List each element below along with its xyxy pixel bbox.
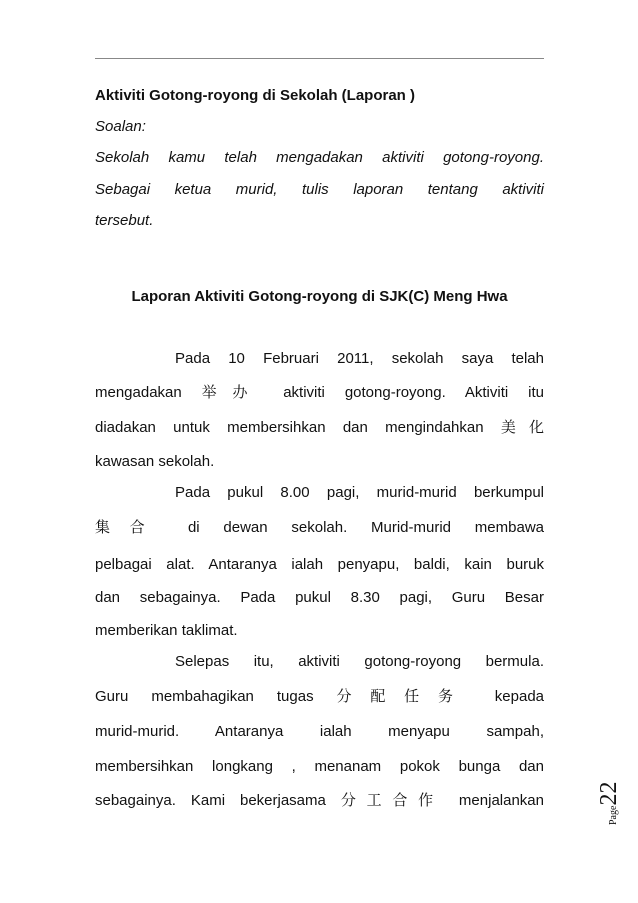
body-line: Pada pukul 8.00 pagi, murid-murid berkumpul bbox=[175, 484, 544, 501]
body-line: 集合 di dewan sekolah. Murid-murid membawa bbox=[95, 519, 544, 536]
question-line: Sebagai ketua murid, tulis laporan tentang aktiviti bbox=[95, 181, 544, 198]
body-line: dan sebagainya. Pada pukul 8.30 pagi, Guru Besar bbox=[95, 589, 544, 606]
body-line: pelbagai alat. Antaranya ialah penyapu, baldi, kain buruk bbox=[95, 556, 544, 573]
page-number-value: 22 bbox=[596, 781, 622, 806]
header-rule bbox=[95, 58, 544, 59]
page-number bbox=[596, 782, 623, 825]
question-line: tersebut. bbox=[95, 212, 154, 229]
page-word: Page bbox=[608, 805, 619, 825]
question-line: Sekolah kamu telah mengadakan aktiviti gotong-royong. bbox=[95, 149, 544, 166]
body-line: Pada 10 Februari 2011, sekolah saya telah bbox=[175, 350, 544, 367]
body-line: memberikan taklimat. bbox=[95, 622, 238, 639]
body-line: murid-murid. Antaranya ialah menyapu sampah, bbox=[95, 723, 544, 740]
report-title: Laporan Aktiviti Gotong-royong di SJK(C) Meng Hwa bbox=[131, 288, 508, 305]
body-line: kawasan sekolah. bbox=[95, 453, 215, 470]
question-label: Soalan: bbox=[95, 118, 146, 135]
body-line: Selepas itu, aktiviti gotong-royong bermula. bbox=[175, 653, 544, 670]
document-heading: Aktiviti Gotong-royong di Sekolah (Laporan ) bbox=[95, 87, 416, 104]
body-line: diadakan untuk membersihkan dan mengindahkan 美化 bbox=[95, 419, 544, 436]
body-line: membersihkan longkang , menanam pokok bunga dan bbox=[95, 758, 544, 775]
body-line: Guru membahagikan tugas 分配任务 kepada bbox=[95, 688, 544, 705]
body-line: sebagainya. Kami bekerjasama 分工合作 menjalankan bbox=[95, 792, 544, 809]
body-line: mengadakan 举办 aktiviti gotong-royong. Aktiviti itu bbox=[95, 384, 544, 401]
